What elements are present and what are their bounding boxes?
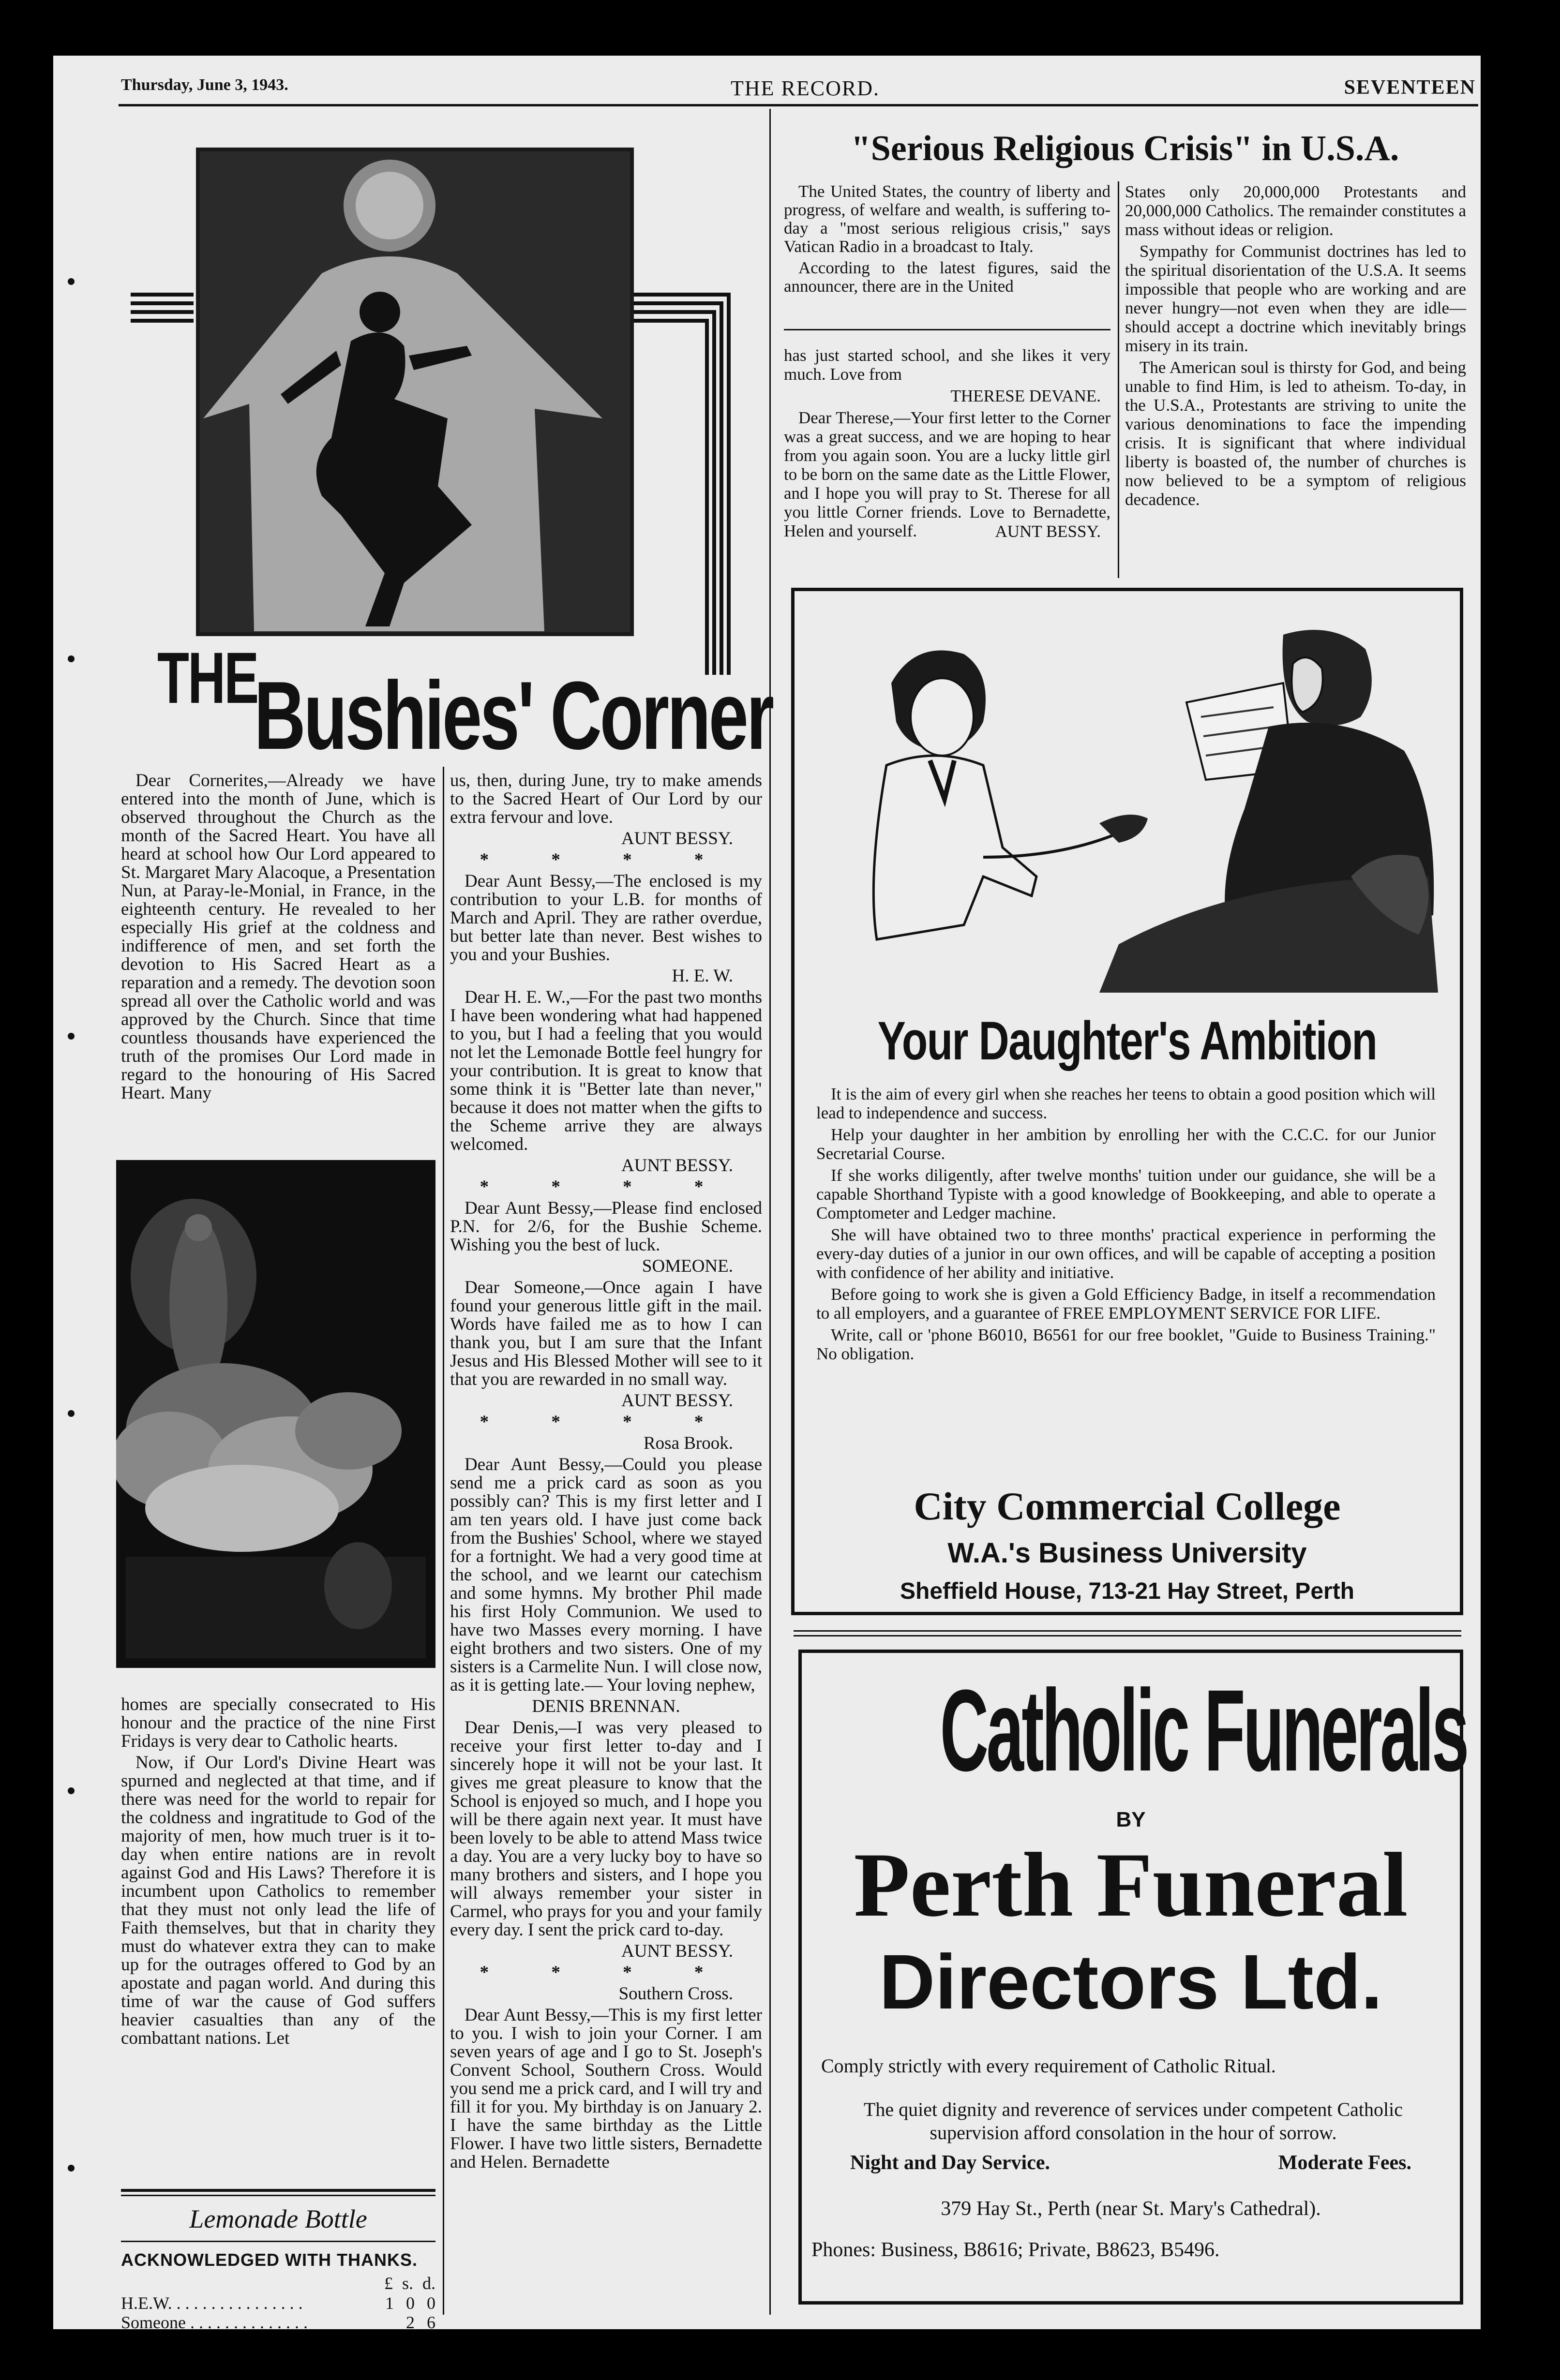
lemonade-bottle-box bbox=[121, 2189, 435, 2329]
letter: Dear Aunt Bessy,—The enclosed is my contribution to your L.B. for months of March and April. They are rather overdue, but better late than never. Best wishes to you and your Bushies. bbox=[450, 871, 762, 965]
paragraph: Before going to work she is given a Gold Efficiency Badge, in itself a recommendation to all employers, and a guarantee of FREE EMPLOYMENT SERVICE FOR LIFE. bbox=[816, 1285, 1436, 1323]
ack-row bbox=[121, 2313, 435, 2329]
masthead-stripe bbox=[634, 301, 723, 305]
funeral-address: 379 Hay St., Perth (near St. Mary's Cathedral). bbox=[941, 2198, 1321, 2220]
newspaper-name: THE RECORD. bbox=[731, 76, 880, 100]
margin-mark bbox=[68, 1033, 75, 1040]
crisis-column-1 bbox=[784, 182, 1110, 298]
masthead-stripe bbox=[131, 293, 194, 297]
signature: AUNT BESSY. bbox=[621, 1391, 733, 1411]
funeral-company-line-2: Directors Ltd. bbox=[879, 1938, 1383, 2025]
paragraph: Sympathy for Communist doctrines has led to the spiritual disorientation of the U.S.A. It seems impossible that people who are working and are never hungry—not even when they are idle—should accept a doctrine which inevitably brings misery in its train. bbox=[1125, 242, 1466, 355]
masthead-stripe bbox=[131, 301, 194, 305]
reply: Dear H. E. W.,—For the past two months I have been wondering what had happened to you, but I had a feeling that you would not let the Lemonade Bottle feel hungry for your contribution. It is great to know that some think it is "Better late than never," because it does not matter when the gifts to the Scheme arrive they are always welcomed. bbox=[450, 987, 762, 1154]
bushies-column-1 bbox=[121, 772, 435, 1105]
acknowledged-heading: ACKNOWLEDGED WITH THANKS. bbox=[121, 2250, 418, 2270]
letter: Dear Aunt Bessy,—This is my first letter to you. I wish to join your Corner. I am seven years of age and I go to St. Joseph's Convent School, Southern Cross. Would you send me a prick card, and I will try and fill it for you. My birthday is on January 2. I have the same birthday as the Little Flower. I have two little sisters, Bernadette and Helen. Bernadette bbox=[450, 2005, 762, 2172]
signature: H. E. W. bbox=[672, 966, 733, 986]
ack-row bbox=[121, 2293, 435, 2313]
section-rule bbox=[784, 329, 1110, 330]
funeral-ritual-note: Comply strictly with every requirement of Catholic Ritual. bbox=[821, 2055, 1276, 2077]
virgin-apparition-photo-image bbox=[116, 1160, 435, 1668]
college-headline: Your Daughter's Ambition bbox=[877, 1011, 1377, 1071]
separator-stars: * * * * bbox=[480, 850, 733, 870]
signature: AUNT BESSY. bbox=[621, 829, 733, 848]
masthead-stripe bbox=[727, 293, 731, 675]
reply: Dear Therese,—Your first letter to the Corner was a great success, and we are hoping to hear from you again soon. You are a lucky little girl to be born on the same date as the Little Flower, and I hope you will pray to St. Therese for all you little Corner friends. Love to Bernadette, Helen and yourself. bbox=[784, 408, 1110, 540]
paragraph: has just started school, and she likes it very much. Love from bbox=[784, 346, 1110, 384]
moderate-fees: Moderate Fees. bbox=[1278, 2152, 1411, 2174]
funeral-company-line-1: Perth Funeral bbox=[854, 1834, 1408, 1936]
paragraph: According to the latest figures, said the announcer, there are in the United bbox=[784, 258, 1110, 296]
crisis-headline: "Serious Religious Crisis" in U.S.A. bbox=[851, 129, 1399, 168]
signature: SOMEONE. bbox=[642, 1256, 733, 1276]
reply: Dear Someone,—Once again I have found your generous little gift in the mail. Words have failed me as to how I can thank you, but I am sure that the Infant Jesus and His Blessed Mother will see to it that you are rewarded in no small way. bbox=[450, 1278, 762, 1389]
donor-amount: 1 0 0 bbox=[385, 2293, 435, 2313]
funeral-phones: Phones: Business, B8616; Private, B8623, B5496. bbox=[811, 2239, 1220, 2261]
paragraph: The American soul is thirsty for God, and being unable to find Him, is led to atheism. To-day, in the U.S.A., Protestants are striving to unite the various denominations to face the impending crisis. It is significant that where individual liberty is boasted of, the number of churches is now believed to be a symptom of religious decadence. bbox=[1125, 358, 1466, 509]
signature: DENIS BRENNAN. bbox=[532, 1696, 680, 1716]
paragraph: Now, if Our Lord's Divine Heart was spurned and neglected at that time, and if there was need for the world to repair for the coldness and ingratitude to God of the majority of men, how much truer is it to-day when entire nations are in revolt against God and His Laws? Therefore it is incumbent upon Catholics to remember that they must not only lead the life of Faith themselves, but that in charity they must do whatever extra they can to make up for the outrages offered to God by an apostate and pagan world. And during this time of war the cause of God suffers heavier casualties than any of the combattant nations. Let bbox=[121, 1753, 435, 2048]
place-name: Southern Cross. bbox=[618, 1984, 733, 2004]
paragraph: Write, call or 'phone B6010, B6561 for our free booklet, "Guide to Business Training." No obligation. bbox=[816, 1325, 1436, 1363]
separator-stars: * * * * bbox=[480, 1177, 733, 1197]
funeral-advertisement bbox=[798, 1650, 1467, 2305]
section-rule bbox=[121, 2189, 435, 2192]
column-divider bbox=[443, 767, 444, 2315]
bushies-column-1-continued bbox=[121, 1696, 435, 2051]
funeral-headline: Catholic Funerals bbox=[940, 1666, 1467, 1795]
masthead-stripe bbox=[131, 310, 194, 314]
college-address: Sheffield House, 713-21 Hay Street, Perth bbox=[900, 1578, 1354, 1604]
funeral-by: BY bbox=[1116, 1808, 1146, 1831]
signature: AUNT BESSY. bbox=[621, 1156, 733, 1175]
section-rule bbox=[794, 1630, 1461, 1632]
newspaper-page bbox=[53, 56, 1481, 2329]
funeral-dignity-note: The quiet dignity and reverence of services under competent Catholic supervision afford consolation in the hour of sorrow. bbox=[863, 2098, 1403, 2143]
page-header bbox=[121, 76, 1476, 105]
separator-stars: * * * * bbox=[480, 1412, 733, 1432]
separator-stars: * * * * bbox=[480, 1963, 733, 1982]
donor-amount: 2 6 bbox=[406, 2313, 435, 2329]
signature: THERESE DEVANE. bbox=[950, 387, 1101, 405]
section-rule bbox=[794, 1635, 1461, 1636]
lemonade-title: Lemonade Bottle bbox=[189, 2204, 367, 2233]
column-divider bbox=[769, 109, 771, 2315]
paragraph: homes are specially consecrated to His honour and the practice of the nine First Fridays is very dear to Catholic hearts. bbox=[121, 1695, 435, 1751]
reply: Dear Denis,—I was very pleased to receive your first letter to-day and I sincerely hope it will not be your last. It gives me great pleasure to know that the School is enjoyed so much, and I hope you will be there again next year. It must have been lovely to be able to attend Mass twice a day. You are a very lucky boy to have so many brothers and sisters, and I hope you will always remember your sister in Carmel, who prays for you and your family every day. I sent the prick card to-day. bbox=[450, 1718, 762, 1940]
crisis-column-2 bbox=[1125, 182, 1466, 512]
paragraph: She will have obtained two to three months' practical experience in performing the every-day duties of a junior in our own offices, and will be capable of accepting a position with confidence of her ability and initiative. bbox=[816, 1225, 1436, 1282]
bushies-column-3 bbox=[784, 346, 1110, 544]
paragraph: It is the aim of every girl when she reaches her teens to obtain a good position which will lead to independence and success. bbox=[816, 1085, 1436, 1122]
bushies-masthead bbox=[131, 148, 772, 776]
signature: AUNT BESSY. bbox=[621, 1941, 733, 1961]
issue-date: Thursday, June 3, 1943. bbox=[121, 76, 288, 94]
donor-name: Someone . . . . . . . . . . . . . . bbox=[121, 2313, 308, 2329]
college-name: City Commercial College bbox=[914, 1484, 1341, 1528]
paragraph: States only 20,000,000 Protestants and 20,000,000 Catholics. The remainder constitutes a mass without ideas or religion. bbox=[1125, 182, 1466, 239]
paragraph: us, then, during June, try to make amends to the Sacred Heart of Our Lord by our extra fervour and love. bbox=[450, 771, 762, 827]
paragraph: Help your daughter in her ambition by enrolling her with the C.C.C. for our Junior Secretarial Course. bbox=[816, 1125, 1436, 1163]
section-rule bbox=[121, 2195, 435, 2196]
masthead-stripe bbox=[634, 310, 716, 314]
paragraph: The United States, the country of liberty and progress, of welfare and wealth, is suffering to-day a "most serious religious crisis," says Vatican Radio in a broadcast to Italy. bbox=[784, 182, 1110, 256]
section-rule bbox=[121, 2241, 435, 2242]
masthead-stripe bbox=[634, 319, 709, 323]
letter: Dear Aunt Bessy,—Please find enclosed P.N. for 2/6, for the Bushie Scheme. Wishing you the best of luck. bbox=[450, 1198, 762, 1255]
margin-mark bbox=[68, 2165, 75, 2172]
college-tagline: W.A.'s Business University bbox=[947, 1537, 1307, 1569]
college-body bbox=[816, 1085, 1436, 1366]
header-rule bbox=[119, 104, 1478, 106]
margin-mark bbox=[68, 278, 75, 285]
bushies-column-2 bbox=[450, 772, 762, 2174]
signature: AUNT BESSY. bbox=[995, 522, 1101, 541]
column-divider bbox=[1118, 181, 1119, 578]
masthead-the: THE bbox=[157, 637, 258, 718]
masthead-stripe bbox=[720, 301, 723, 675]
funeral-service-row bbox=[850, 2151, 1411, 2174]
mother-daughter-illustration bbox=[809, 606, 1443, 1002]
donor-name: H.E.W. . . . . . . . . . . . . . . . bbox=[121, 2293, 303, 2313]
masthead-title: Bushies' Corner bbox=[254, 662, 772, 770]
masthead-stripe bbox=[131, 319, 194, 323]
intro-paragraph: Dear Cornerites,—Already we have entered into the month of June, which is observed throughout the Church as the month of the Sacred Heart. You have all heard at school how Our Lord appeared to St. Margaret Mary Alacoque, a Presentation Nun, at Paray-le-Monial, in France, in the eighteenth century. He revealed to her especially His grief at the coldness and indifference of men, and set forth the devotion to His Sacred Heart as a reparation and a remedy. The devotion soon spread all over the Catholic world and was approved by the Church. Since that time countless thousands have experienced the truth of the promises Our Lord made in regard to the honouring of His Sacred Heart. Many bbox=[121, 771, 435, 1103]
paragraph: If she works diligently, after twelve months' tuition under our guidance, she will be a capable Shorthand Typiste with a good knowledge of Bookkeeping, and able to operate a Comptometer and Ledger machine. bbox=[816, 1166, 1436, 1222]
margin-mark bbox=[68, 655, 75, 662]
sacred-heart-silhouette-image bbox=[196, 148, 634, 636]
margin-mark bbox=[68, 1410, 75, 1417]
masthead-stripe bbox=[634, 293, 731, 297]
college-advertisement bbox=[791, 588, 1463, 1615]
letter: Dear Aunt Bessy,—Could you please send me a prick card as soon as you possibly can? This is my first letter and I am ten years old. I have just come back from the Bushies' School, where we stayed for a fortnight. We had a very good time at the school, and we learnt our catechism and some hymns. My brother Phil made his first Holy Communion. We used to have two Masses every morning. I have eight brothers and two sisters. One of my sisters is a Carmelite Nun. I will close now, as it is getting late.— Your loving nephew, bbox=[450, 1455, 762, 1695]
margin-mark bbox=[68, 1787, 75, 1794]
currency-columns: £ s. d. bbox=[384, 2274, 435, 2293]
night-day-service: Night and Day Service. bbox=[850, 2152, 1050, 2174]
place-name: Rosa Brook. bbox=[644, 1433, 733, 1453]
masthead-stripe bbox=[712, 310, 716, 675]
masthead-stripe bbox=[705, 319, 709, 675]
page-number: SEVENTEEN bbox=[1344, 76, 1476, 99]
